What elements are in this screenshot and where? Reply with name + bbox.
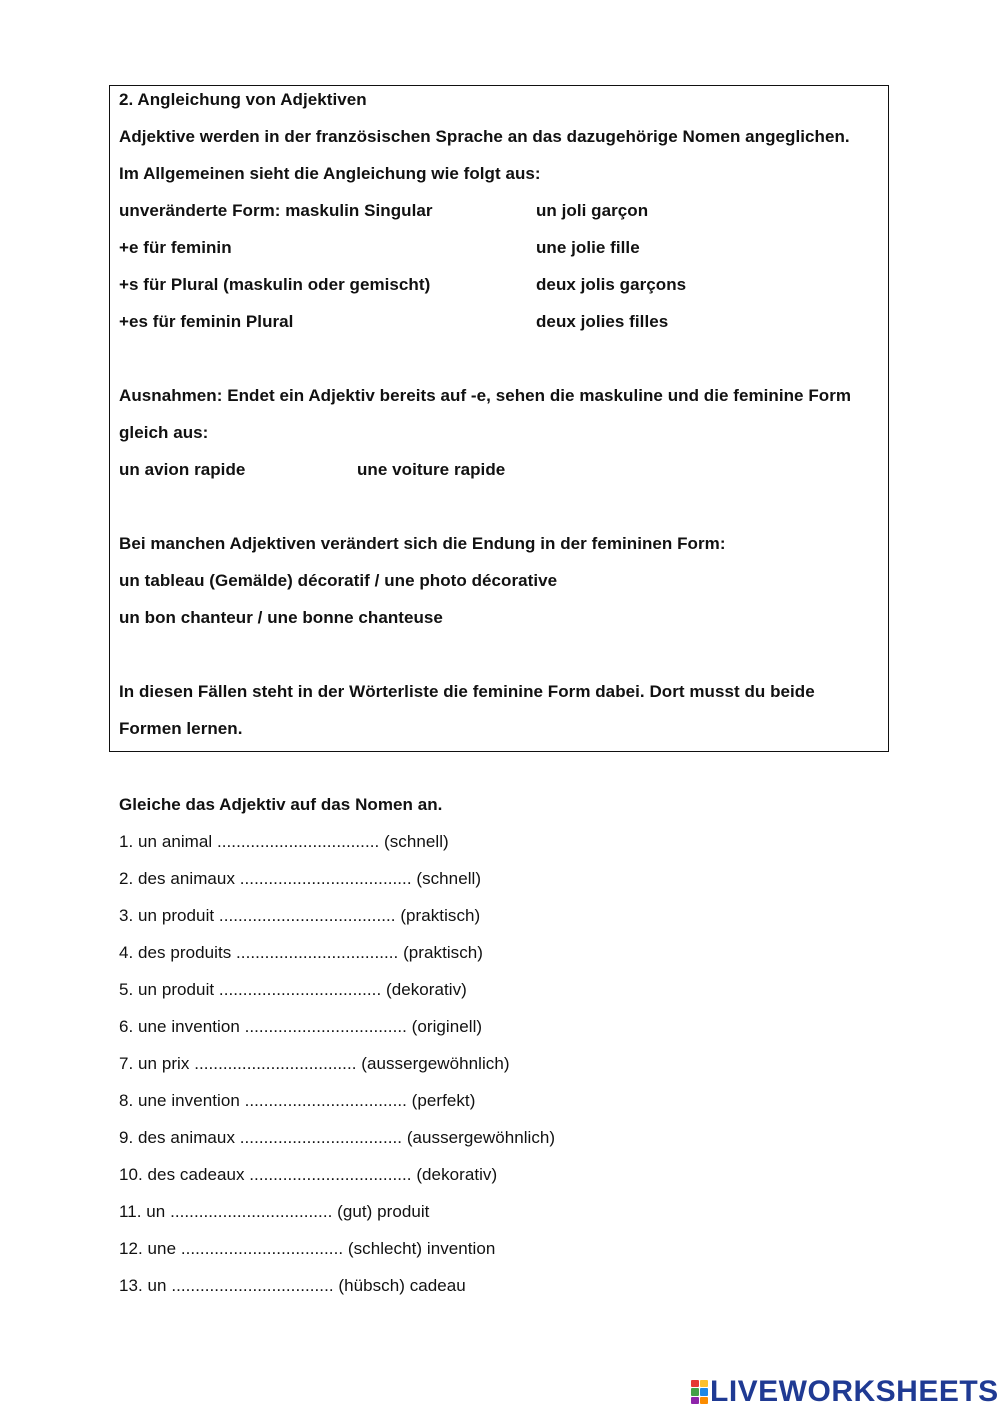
- rule-label: +s für Plural (maskulin oder gemischt): [119, 275, 431, 294]
- liveworksheets-logo-text: LIVEWORKSHEETS: [710, 1375, 999, 1408]
- rule-label: unveränderte Form: maskulin Singular: [119, 201, 433, 220]
- exercise-item[interactable]: 1. un animal .................................. (schnell): [119, 832, 449, 851]
- exercise-item[interactable]: 13. un .................................. (hübsch) cadeau: [119, 1276, 466, 1295]
- exercise-item[interactable]: 4. des produits .................................. (praktisch): [119, 943, 483, 962]
- grammar-title: 2. Angleichung von Adjektiven: [119, 90, 367, 109]
- exception-line-1: Ausnahmen: Endet ein Adjektiv bereits auf -e, sehen die maskuline und die feminine Form: [119, 386, 852, 405]
- rule-label: +es für feminin Plural: [119, 312, 294, 331]
- exercise-item[interactable]: 6. une invention .................................. (originell): [119, 1017, 483, 1036]
- exception-example-2: une voiture rapide: [357, 460, 506, 479]
- change-intro: Bei manchen Adjektiven verändert sich die Endung in der femininen Form:: [119, 534, 726, 553]
- intro-line-2: Im Allgemeinen sieht die Angleichung wie folgt aus:: [119, 164, 541, 183]
- exercise-item[interactable]: 2. des animaux .................................... (schnell): [119, 869, 482, 888]
- rule-example: un joli garçon: [536, 201, 649, 220]
- grammar-box: [109, 85, 889, 752]
- exception-example-1: un avion rapide: [119, 460, 246, 479]
- exercise-item[interactable]: 10. des cadeaux .................................. (dekorativ): [119, 1165, 498, 1184]
- note-line-2: Formen lernen.: [119, 719, 243, 738]
- intro-line-1: Adjektive werden in der französischen Sprache an das dazugehörige Nomen angeglichen.: [119, 127, 850, 146]
- rule-label: +e für feminin: [119, 238, 232, 257]
- exercise-item[interactable]: 3. un produit ..................................... (praktisch): [119, 906, 481, 925]
- exercise-item[interactable]: 11. un .................................. (gut) produit: [119, 1202, 430, 1221]
- change-example-1: un tableau (Gemälde) décoratif / une photo décorative: [119, 571, 558, 590]
- rule-example: une jolie fille: [536, 238, 640, 257]
- exercise-item[interactable]: 9. des animaux .................................. (aussergewöhnlich): [119, 1128, 556, 1147]
- exception-line-2: gleich aus:: [119, 423, 209, 442]
- liveworksheets-logo-icon: [691, 1380, 708, 1404]
- exercise-instruction: Gleiche das Adjektiv auf das Nomen an.: [119, 795, 443, 814]
- exercise-item[interactable]: 5. un produit .................................. (dekorativ): [119, 980, 467, 999]
- exercise-item[interactable]: 12. une .................................. (schlecht) invention: [119, 1239, 496, 1258]
- exercise-item[interactable]: 8. une invention .................................. (perfekt): [119, 1091, 476, 1110]
- liveworksheets-logo: [691, 1377, 999, 1407]
- change-example-2: un bon chanteur / une bonne chanteuse: [119, 608, 443, 627]
- note-line-1: In diesen Fällen steht in der Wörterliste die feminine Form dabei. Dort musst du beide: [119, 682, 815, 701]
- rule-example: deux jolies filles: [536, 312, 669, 331]
- rule-example: deux jolis garçons: [536, 275, 687, 294]
- exercise-item[interactable]: 7. un prix .................................. (aussergewöhnlich): [119, 1054, 510, 1073]
